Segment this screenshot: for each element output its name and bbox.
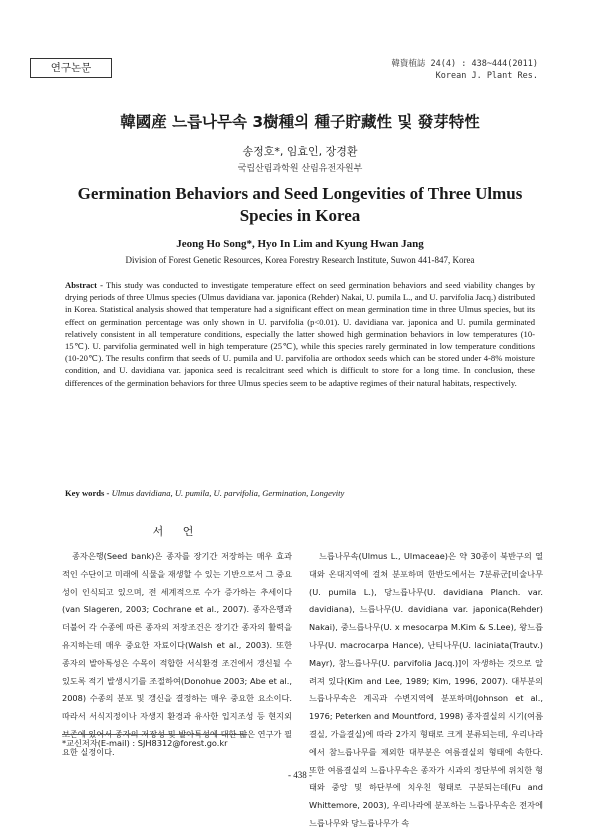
article-type-tag: 연구논문 bbox=[30, 58, 112, 78]
page-number: - 438 - bbox=[288, 770, 312, 780]
abstract-text: This study was conducted to investigate temperature effect on seed germination behaviors and seed viability changes by drying periods of three Ulmus species (Ulmus davidiana var. japonica (Rehder) Nakai, U. pumila L., and U. parvifolia Jacq.) distributed in Korea. Statistical analysis showed that temperature had a significant effect on mean germination time in three Ulmus species, but its effect on germination percentage was only shown in U. parvifolia (p<0.01). U. davidiana var. japonica and U. pumila germinated relatively consistent in all temperature conditions, especially the latter showed high germination behaviors in low temperatures (10-15℃). U. parvifolia germinated well in high temperature (25℃), while this species rarely germinated in low temperature conditions (10-20℃). The results confirm that seeds of U. pumila and U. parvifolia are orthodox seeds which can be stored under 4-8% moisture condition, and U. davidiana var. japonica seed is recalcitrant seed which is difficult to store for a long time. In conclusion, these differences of the germination behaviors for three Ulmus species seem to be adaptive regimes of their natural habitats, respectively. bbox=[65, 280, 535, 388]
keywords bbox=[65, 488, 535, 498]
korean-affiliation: 국립산림과학원 산림유전자원부 bbox=[237, 164, 363, 174]
korean-authors: 송정호*, 임효인, 장경환 bbox=[242, 145, 358, 158]
body-right-column bbox=[309, 548, 543, 833]
section-heading-introduction: 서 언 bbox=[152, 525, 202, 538]
footnote-divider bbox=[62, 734, 247, 735]
body-left-column bbox=[62, 548, 292, 762]
journal-citation bbox=[391, 58, 538, 82]
keywords-text: Ulmus davidiana, U. pumila, U. parvifolia, Germination, Longevity bbox=[111, 488, 345, 498]
journal-name: Korean J. Plant Res. bbox=[435, 71, 538, 81]
english-title-line1: Germination Behaviors and Seed Longevities of Three Ulmus bbox=[77, 184, 523, 203]
english-title-line2: Species in Korea bbox=[239, 206, 361, 225]
journal-volume: 韓資植誌 24(4) : 438~444(2011) bbox=[391, 59, 538, 69]
abstract bbox=[65, 279, 535, 389]
english-title bbox=[60, 183, 540, 227]
english-affiliation: Division of Forest Genetic Resources, Korea Forestry Research Institute, Suwon 441-847, Korea bbox=[125, 255, 475, 265]
left-column-paragraph: 종자은행(Seed bank)은 종자를 장기간 저장하는 매우 효과적인 수단이고 미래에 식물을 재생할 수 있는 기반으로서 그 중요성이 인식되고 있으며, 전 세계적으로 수가 증가하는 추세이다(van Slageren, 2003; Cochrane et al., 2007). 종자은행과 더불어 각 수종에 따른 종자의 저장조건은 장기간 종자의 활력을 유지하는데 매우 중요한 자료이다(Walsh et al., 2003). 또한 종자의 발아특성은 수목이 적합한 서식환경 조건에서 갱신될 수 있도록 적기 발생시기를 조절하여(Donohue 2003; Abe et al., 2008) 수종의 분포 및 갱신을 결정하는 매우 중요한 요소이다. 따라서 서식지정이나 자생지 환경과 유사한 입지조성 등 현지외 보존에 있어서 종자의 저장성 및 발아특성에 대한 많은 연구가 필요한 실정이다. bbox=[62, 551, 292, 757]
keywords-label: Key words - bbox=[65, 488, 110, 498]
abstract-label: Abstract - bbox=[65, 280, 104, 290]
corresponding-author-footnote: *교신저자(E-mail) : SJH8312@forest.go.kr bbox=[62, 738, 228, 748]
english-authors: Jeong Ho Song*, Hyo In Lim and Kyung Hwan Jang bbox=[176, 238, 424, 250]
right-column-paragraph: 느릅나무속(Ulmus L., Ulmaceae)은 약 30종이 북반구의 열대와 온대지역에 걸쳐 분포하며 한반도에서는 7분류군[비술나무(U. pumila L.), 당느릅나무(U. davidiana Planch. var. davidiana), 느릅나무(U. davidiana var. japonica(Rehder) Nakai), 중느릅나무(U. x mesocarpa M.Kim & S.Lee), 왕느릅나무(U. macrocarpa Hance), 난티나무(U. laciniata(Trautv.) Mayr), 참느릅나무(U. parvifolia Jacq.)]이 자생하는 것으로 알려져 있다(Kim and Lee, 1989; Kim, 1996, 2007). 대부분의 느릅나무속은 계곡과 수변지역에 분포하며(Johnson et al., 1976; Peterken and Mountford, 1998) 종자결실의 시기(여름결실, 가을결실)에 따라 2가지 형태로 크게 분류되는데, 우리나라에서 참느릅나무를 제외한 대부분은 여름결실의 형태에 속한다. 또한 여름결실의 느릅나무속은 종자가 시과의 정단부에 위치한 형태와 중앙 및 하단부에 치우친 형태로 구분되는데(Fu and Whittemore, 2003), 우리나라에 분포하는 느릅나무속은 전자에 느릅나무와 당느릅나무가 속 bbox=[309, 551, 543, 828]
korean-title: 韓國産 느릅나무속 3樹種의 種子貯藏性 및 發芽特性 bbox=[120, 113, 480, 131]
